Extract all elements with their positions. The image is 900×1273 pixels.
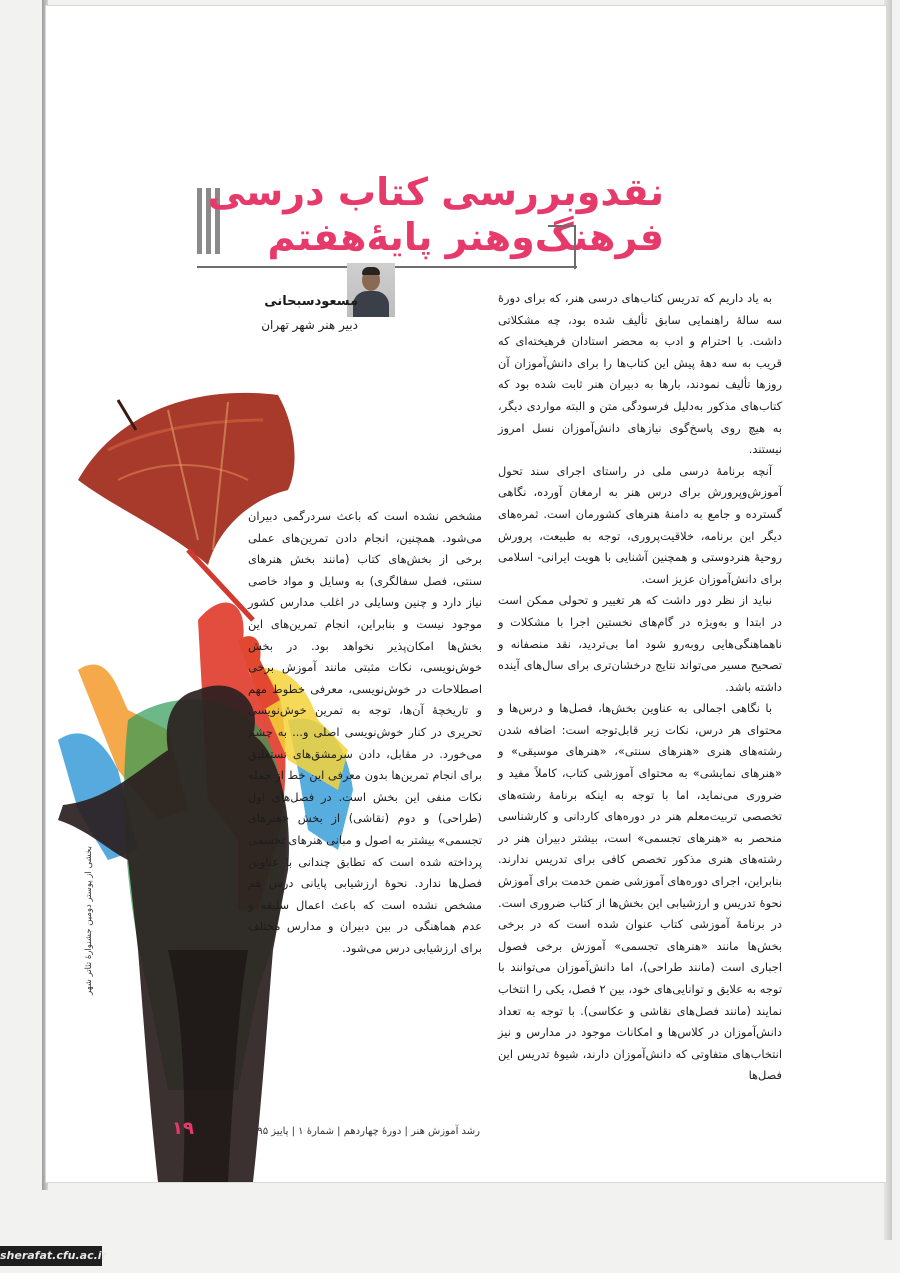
author-name: مسعودسبحانی <box>264 294 358 309</box>
article-title-line2: فرهنگ‌وهنر پایۀهفتم <box>267 215 664 259</box>
page-number: ۱۹ <box>172 1118 194 1139</box>
title-bracket <box>548 225 576 269</box>
paragraph: با نگاهی اجمالی به عناوین بخش‌ها، فصل‌ها و درس‌ها و محتوای هر درس، نکات زیر قابل‌توجه است: اضافه شدن رشته‌های هنری «هنرهای سنتی»، «هنرهای موسیقی» و «هنرهای نمایشی» به محتوای آموزشی کتاب، کاملاً مفید و ضروری می‌نماید، اما با توجه به اینکه برنامۀ رشته‌های تخصصی تربیت‌معلم هنر در دوره‌های کاردانی و کارشناسی منحصر به «هنرهای تجسمی» است، بیشتر دبیران هنر در رشته‌های هنری مذکور تخصص کافی برای تدریس ندارند. بنابراین، اجرای دوره‌های آموزشی ضمن خدمت برای آموزش نحوۀ تدریس و ارزشیابی این بخش‌ها از کتاب ضروری است. در برنامۀ آموزشی کتاب عنوان شده است که در برخی بخش‌ها مانند «هنرهای تجسمی» آموزش برخی فصول اجباری است (مانند طراحی)، اما دانش‌آموزان می‌توانند با توجه به علایق و توانایی‌های خود، بین ۲ فصل، یکی را انتخاب نمایند (مانند فصل‌های نقاشی و عکاسی). با توجه به تعداد دانش‌آموزان در کلاس‌ها و امکانات موجود در مدارس و نیز انتخاب‌های متفاوتی که دانش‌آموزان دارند، شیوۀ تدریس این فصل‌ها <box>498 701 782 1083</box>
author-role: دبیر هنر شهر تهران <box>261 318 358 332</box>
magazine-footer: رشد آموزش هنر | دورۀ چهاردهم | شمارۀ ۱ | پاییز ۱۳۹۵ | <box>240 1126 480 1137</box>
article-body-left-column <box>248 506 482 959</box>
paragraph: آنچه برنامۀ درسی ملی در راستای اجرای سند تحول آموزش‌وپرورش برای درس هنر به ارمغان آورده، نگاهی گسترده و جامع به دامنۀ هنرهای کشورمان است. ثمره‌های دیگر این برنامه، خلاقیت‌پروری، توجه به طبیعت، پرورش روحیۀ هنردوستی و همچنین آشنایی با هویت ایرانی- اسلامی برای دانش‌آموزان عزیز است. <box>498 463 782 586</box>
source-watermark: sherafat.cfu.ac.ir <box>0 1246 102 1266</box>
paragraph: به یاد داریم که تدریس کتاب‌های درسی هنر، که برای دورۀ سه سالۀ راهنمایی سابق تألیف شده بود، چه مشکلاتی داشت. با احترام و ادب به محضر استادان فرهیخته‌ای که قریب به سه دهۀ پیش این کتاب‌ها را برای دانش‌آموزان آن روزها تألیف نمودند، بارها به دبیران هنر ثابت شده بود که کتاب‌های مذکور به‌دلیل فرسودگی متن و البته مواردی دیگر، به هیچ روی پاسخ‌گوی نیازهای دانش‌آموزان نسل امروز نیستند. <box>498 291 782 457</box>
article-title-line1: نقدوبررسی کتاب درسی <box>207 170 664 214</box>
illustration-caption: بخشی از پوستر دومین جشنوارۀ تئاتر شهر <box>84 846 94 995</box>
paragraph: مشخص نشده است که باعث سردرگمی دبیران می‌شود. همچنین، انجام دادن تمرین‌های عملی برخی از بخش‌های کتاب (مانند بخش هنرهای سنتی، فصل سفالگری) به وسایل و مواد خاصی نیاز دارد و چنین وسایلی در اغلب مدارس کشور موجود نیست و بنابراین، انجام تمرین‌های این بخش‌ها امکان‌پذیر نخواهد بود. در بخش خوش‌نویسی، نکات مثبتی مانند آموزش برخی اصطلاحات در خوش‌نویسی، معرفی خطوط مهم و تاریخچۀ آن‌ها، توجه به تمرین خوش‌نویسی تحریری در کنار خوش‌نویسی اصلی و... به چشم می‌خورد. در مقابل، دادن سرمشق‌های نستعلیق برای انجام تمرین‌ها بدون معرفی این خط از جمله نکات منفی این بخش است. در فصل‌های اول (طراحی) و دوم (نقاشی) از بخش «هنرهای تجسمی» بیشتر به اصول و مبانی هنرهای تجسمی پرداخته شده است که تطابق چندانی با عناوین فصل‌ها ندارد. نحوۀ ارزشیابی پایانی درس هم مشخص نشده است که باعث اعمال سلیقه و عدم هماهنگی در بین دبیران و مدارس مختلف برای ارزشیابی درس می‌شود. <box>248 509 482 955</box>
article-body-right-column <box>498 288 782 1087</box>
paragraph: نباید از نظر دور داشت که هر تغییر و تحولی ممکن است در ابتدا و به‌ویژه در گام‌های نخستین اجرا با مشکلات و ناهماهنگی‌هایی روبه‌رو شود اما بی‌تردید، نقد منصفانه و تصحیح مسیر می‌تواند نتایج درخشان‌تری برای سال‌های آینده داشته باشد. <box>498 593 782 694</box>
